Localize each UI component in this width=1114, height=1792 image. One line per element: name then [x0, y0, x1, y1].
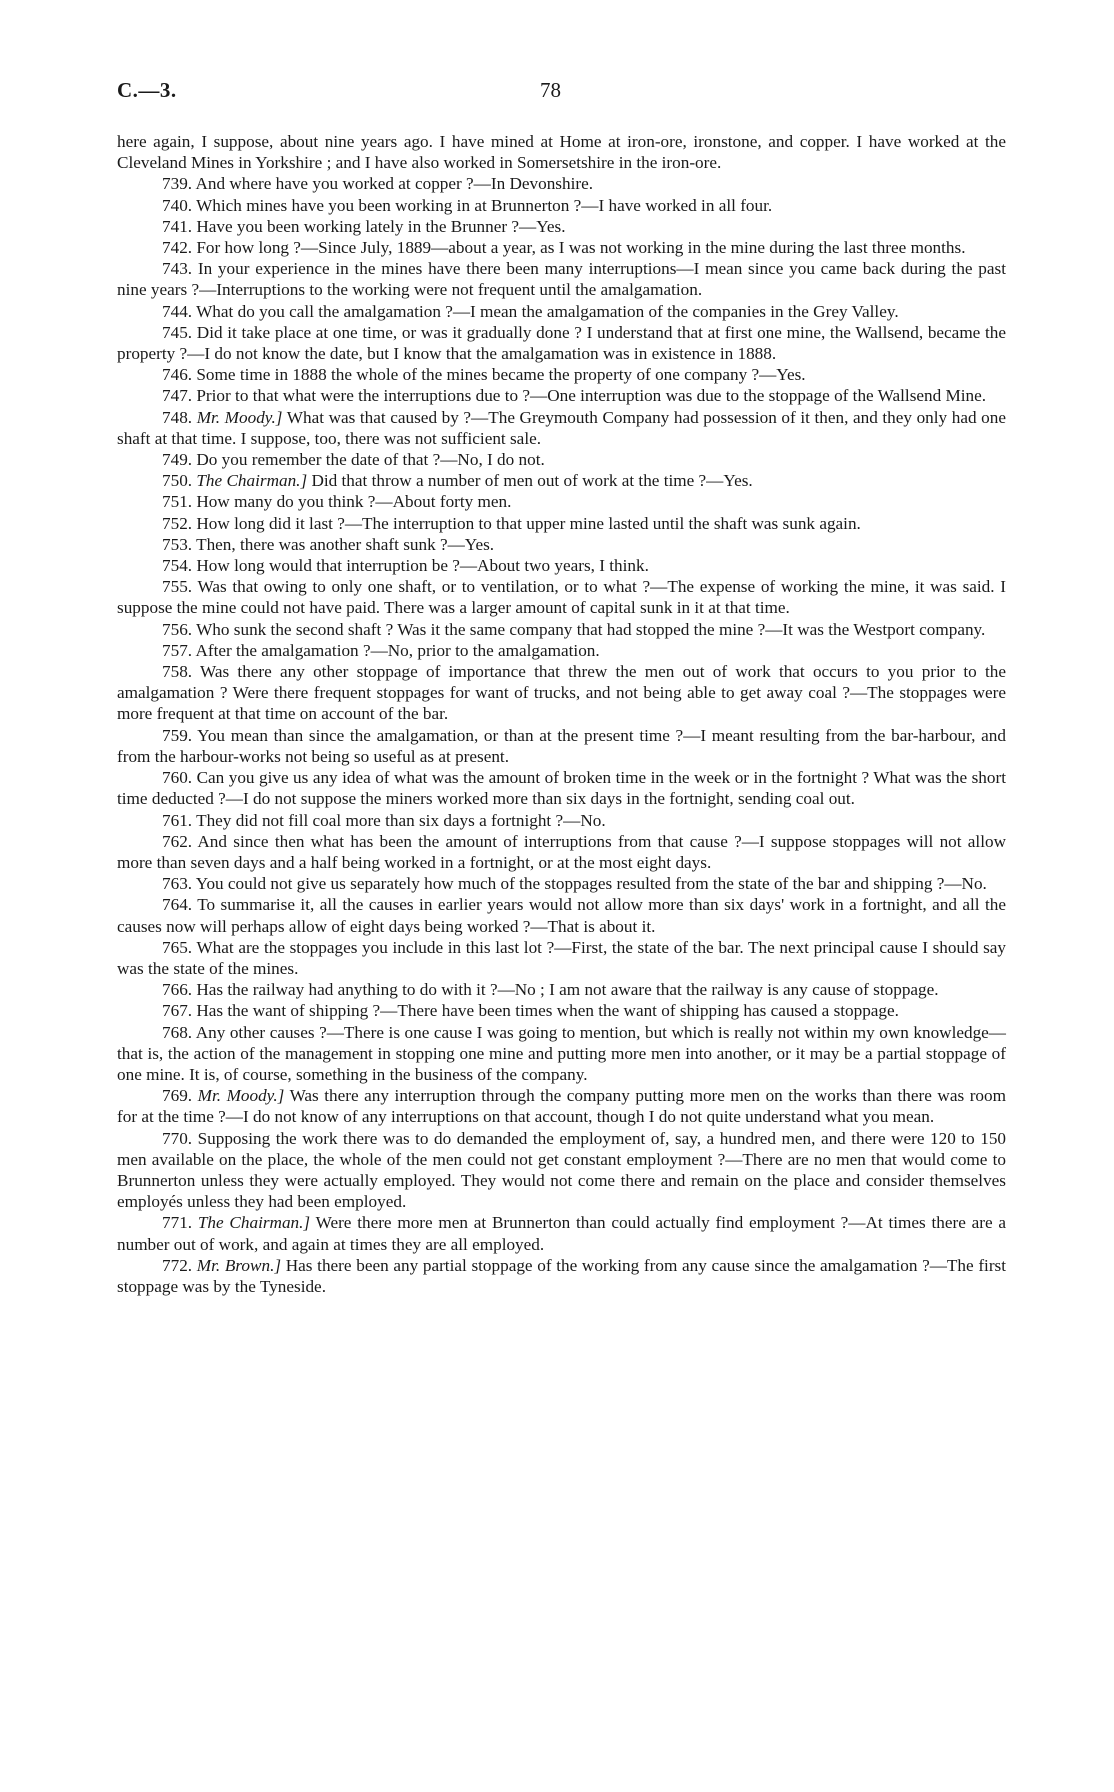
question-text: How long would that interruption be ?—About two years, I think. [196, 556, 649, 576]
question-entry [117, 810, 1006, 831]
question-number: 749. [162, 450, 193, 470]
question-text: Has the railway had anything to do with it ?—No ; I am not aware that the railway is any cause of stoppage. [196, 980, 939, 1000]
question-text: Can you give us any idea of what was the amount of broken time in the week or in the fortnight ? What was the short time deducted ?—I do not suppose the miners worked more than six days in the fortnight, sending coal out. [117, 768, 1006, 809]
question-text: And where have you worked at copper ?—In Devonshire. [195, 174, 593, 194]
question-entry [117, 873, 1006, 894]
opening-paragraph: here again, I suppose, about nine years ago. I have mined at Home at iron-ore, ironstone, and copper. I have worked at the Cleveland Mines in Yorkshire ; and I have also worked in Somersetshire in the iron-ore. [117, 132, 1006, 173]
question-text: To summarise it, all the causes in earlier years would not allow more than six days' work in a fortnight, and all the causes now will perhaps allow of eight days being worked ?—That is about it. [117, 895, 1006, 936]
question-entry [117, 1085, 1006, 1127]
question-entry [117, 385, 1006, 406]
question-text: They did not fill coal more than six days a fortnight ?—No. [196, 810, 606, 830]
question-entry [117, 831, 1006, 873]
question-number: 739. [162, 174, 193, 194]
question-text: Prior to that what were the interruptions due to ?—One interruption was due to the stoppage of the Wallsend Mine. [196, 386, 987, 406]
question-entry [117, 555, 1006, 576]
speaker-name: The Chairman.] [196, 471, 308, 491]
document-reference: C.—3. [117, 78, 177, 102]
question-number: 752. [162, 513, 193, 533]
question-entry [117, 979, 1006, 1000]
question-entry [117, 195, 1006, 216]
question-text: Was there any interruption through the company putting more men on the works than there was room for at the time ?—I do not know of any interruptions on that account, though I do not quite understand what you mean. [117, 1086, 1006, 1127]
question-number: 744. [162, 301, 193, 321]
question-number: 760. [162, 768, 193, 788]
question-entry [117, 640, 1006, 661]
question-text: Have you been working lately in the Brunner ?—Yes. [196, 216, 566, 236]
question-entry [117, 258, 1006, 300]
evidence-text [117, 131, 1006, 1297]
question-number: 748. [162, 407, 193, 427]
question-number: 770. [162, 1128, 193, 1148]
question-number: 765. [162, 937, 193, 957]
question-text: For how long ?—Since July, 1889—about a year, as I was not working in the mine during the last three months. [196, 238, 966, 258]
question-entry [117, 619, 1006, 640]
question-entry [117, 364, 1006, 385]
question-number: 746. [162, 365, 193, 385]
question-entry [117, 491, 1006, 512]
question-number: 754. [162, 556, 193, 576]
question-entry [117, 407, 1006, 449]
question-number: 750. [162, 471, 193, 491]
question-entry [117, 301, 1006, 322]
question-text: Who sunk the second shaft ? Was it the same company that had stopped the mine ?—It was the Westport company. [196, 619, 986, 639]
question-entry [117, 449, 1006, 470]
speaker-name: Mr. Moody.] [197, 1086, 285, 1106]
question-number: 751. [162, 492, 193, 512]
question-number: 763. [162, 874, 193, 894]
question-number: 747. [162, 386, 193, 406]
page-header [117, 78, 1006, 118]
question-entry [117, 725, 1006, 767]
question-text: Were there more men at Brunnerton than could actually find employment ?—At times there are a number out of work, and again at times they are all employed. [117, 1213, 1006, 1254]
question-number: 753. [162, 534, 193, 554]
question-entry [117, 937, 1006, 979]
question-text: Then, there was another shaft sunk ?—Yes. [196, 534, 495, 554]
question-text: Was that owing to only one shaft, or to ventilation, or to what ?—The expense of working the mine, it was said. I suppose the mine could not have paid. There was a larger amount of capital sunk in it at that time. [117, 577, 1006, 618]
question-text: Do you remember the date of that ?—No, I do not. [196, 450, 545, 470]
question-text: After the amalgamation ?—No, prior to the amalgamation. [195, 640, 600, 660]
question-entry [117, 470, 1006, 491]
question-number: 767. [162, 1001, 193, 1021]
speaker-name: The Chairman.] [197, 1213, 311, 1233]
question-number: 766. [162, 980, 193, 1000]
question-number: 762. [162, 831, 193, 851]
question-text: Some time in 1888 the whole of the mines became the property of one company ?—Yes. [196, 365, 806, 385]
question-text: What do you call the amalgamation ?—I mean the amalgamation of the companies in the Grey Valley. [196, 301, 899, 321]
question-entry [117, 576, 1006, 618]
question-entry [117, 767, 1006, 809]
question-text: Did it take place at one time, or was it gradually done ? I understand that at first one mine, the Wallsend, became the property ?—I do not know the date, but I know that the amalgamation was in existence in 1888. [117, 322, 1007, 364]
speaker-name: Mr. Brown.] [196, 1255, 282, 1275]
question-number: 757. [162, 640, 193, 660]
question-text: You mean than since the amalgamation, or than at the present time ?—I meant resulting from the bar-harbour, and from the harbour-works not being so useful as at present. [117, 725, 1006, 766]
question-entry [117, 894, 1006, 936]
question-number: 759. [162, 725, 193, 745]
question-entry [117, 173, 1006, 194]
question-number: 745. [162, 322, 193, 342]
question-entry [117, 1212, 1006, 1254]
question-entry [117, 661, 1006, 725]
question-text: How many do you think ?—About forty men. [196, 492, 512, 512]
question-text: Has there been any partial stoppage of the working from any cause since the amalgamation ?—The first stoppage was by the Tyneside. [117, 1255, 1007, 1296]
page-number: 78 [540, 78, 561, 102]
question-entry [117, 1255, 1006, 1297]
question-text: Which mines have you been working in at Brunnerton ?—I have worked in all four. [196, 195, 773, 215]
question-number: 740. [162, 195, 193, 215]
question-number: 755. [162, 577, 193, 597]
question-text: Was there any other stoppage of importance that threw the men out of work that occurs to you prior to the amalgamation ? Were there frequent stoppages for want of trucks, and not being able to get away coal ?—The stoppages were more frequent at that time on account of the bar. [117, 662, 1006, 724]
question-number: 756. [162, 619, 193, 639]
question-number: 758. [162, 662, 193, 682]
question-number: 768. [162, 1022, 193, 1042]
question-text: Any other causes ?—There is one cause I was going to mention, but which is really not within my own knowledge—that is, the action of the management in stopping one mine and putting more men into another, or it may be a partial stoppage of one mine. It is, of course, something in the business of the company. [117, 1022, 1006, 1084]
question-number: 771. [162, 1213, 193, 1233]
question-text: In your experience in the mines have there been many interruptions—I mean since you came back during the past nine years ?—Interruptions to the working were not frequent until the amalgamation. [117, 259, 1006, 300]
speaker-name: Mr. Moody.] [196, 407, 283, 427]
question-number: 764. [162, 895, 193, 915]
question-entry [117, 322, 1006, 364]
question-entry [117, 1022, 1006, 1086]
question-number: 769. [162, 1086, 193, 1106]
question-text: How long did it last ?—The interruption to that upper mine lasted until the shaft was sunk again. [196, 513, 861, 533]
question-number: 742. [162, 238, 193, 258]
question-entry [117, 237, 1006, 258]
question-entry [117, 513, 1006, 534]
question-number: 761. [162, 810, 193, 830]
question-text: Supposing the work there was to do demanded the employment of, say, a hundred men, and there were 120 to 150 men available on the place, the whole of the men could not get constant employment ?—There are no men that would come to Brunnerton unless they were actually employed. They would not come there and remain on the place and consider themselves employés unless they had been employed. [117, 1128, 1007, 1212]
question-number: 741. [162, 216, 193, 236]
question-text: What was that caused by ?—The Greymouth Company had possession of it then, and they only had one shaft at that time. I suppose, too, there was not sufficient sale. [117, 407, 1006, 448]
question-text: You could not give us separately how much of the stoppages resulted from the state of the bar and shipping ?—No. [195, 874, 987, 894]
question-entry [117, 216, 1006, 237]
question-text: Has the want of shipping ?—There have been times when the want of shipping has caused a stoppage. [196, 1001, 899, 1021]
question-number: 772. [162, 1255, 193, 1275]
question-entry [117, 1000, 1006, 1021]
question-entry [117, 534, 1006, 555]
question-text: And since then what has been the amount of interruptions from that cause ?—I suppose stoppages will not allow more than seven days and a half being worked in a fortnight, or at the most eight days. [117, 831, 1006, 872]
question-number: 743. [162, 259, 193, 279]
question-text: Did that throw a number of men out of work at the time ?—Yes. [311, 471, 753, 491]
question-entry [117, 1128, 1006, 1213]
question-text: What are the stoppages you include in this last lot ?—First, the state of the bar. The next principal cause I should say was the state of the mines. [117, 937, 1006, 978]
